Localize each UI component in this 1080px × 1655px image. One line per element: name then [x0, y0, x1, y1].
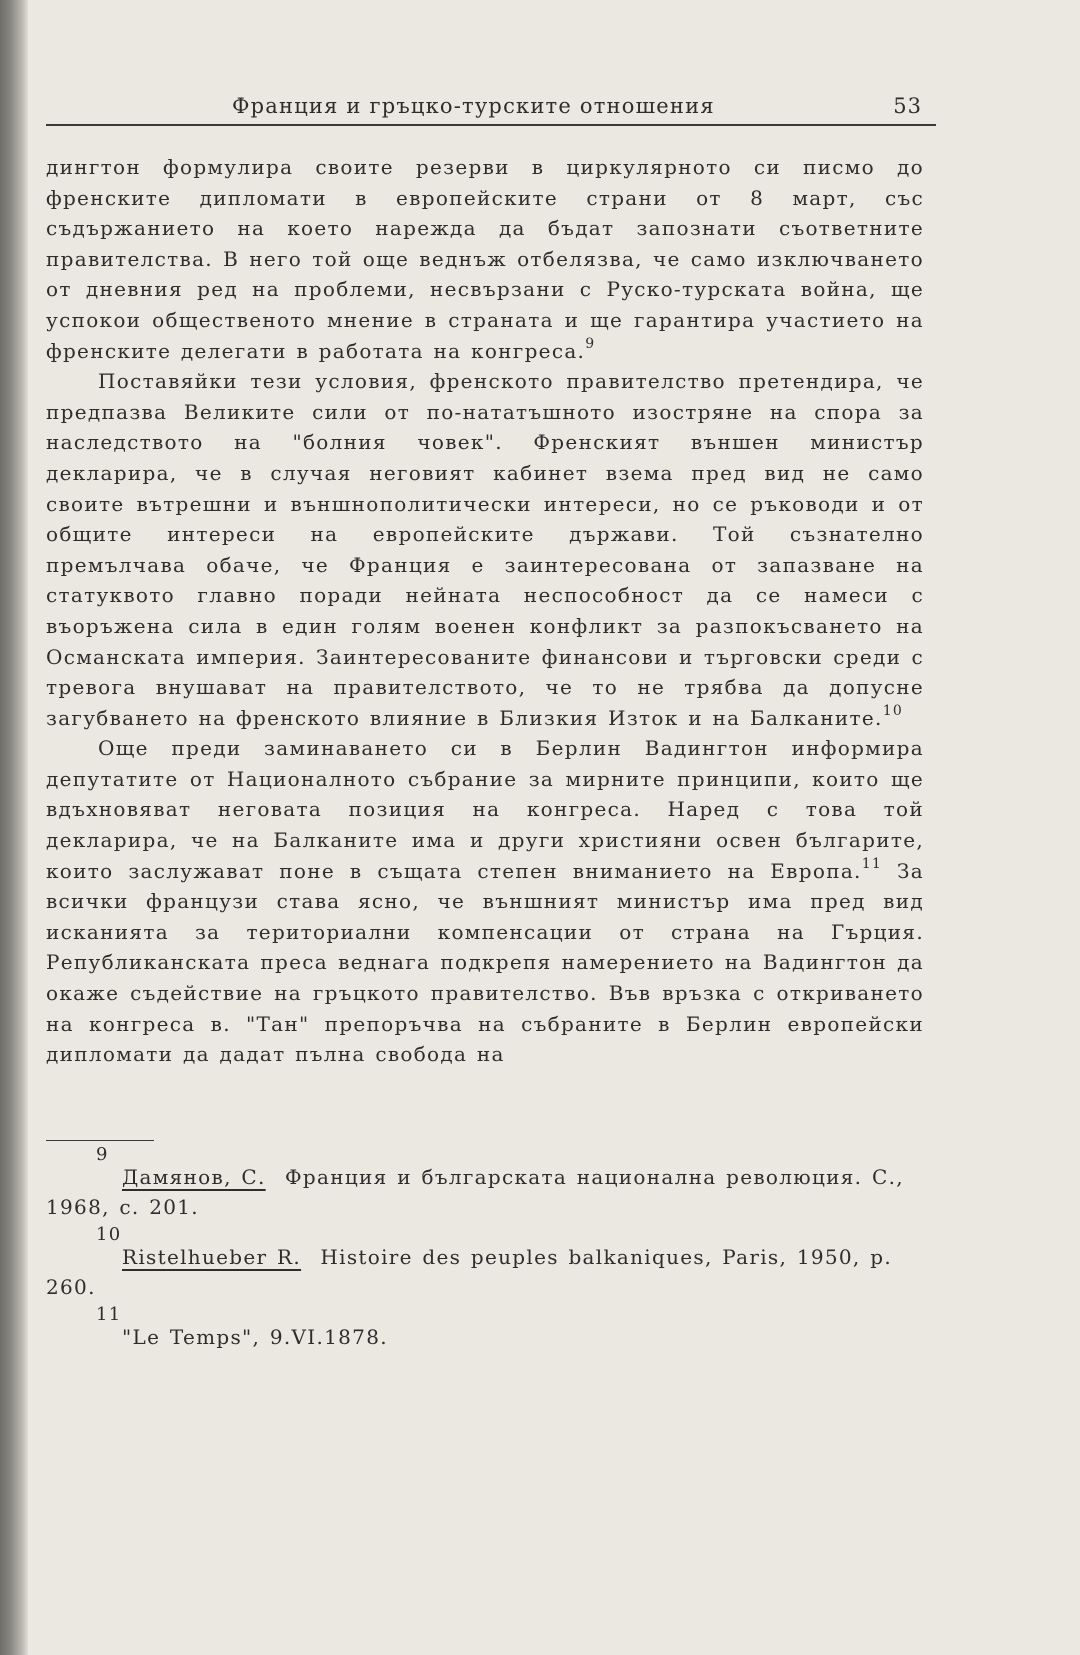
footnote-author: Дамянов, С.: [122, 1165, 266, 1189]
footnote-text: Histoire des peuples balkaniques, Paris, 1950, p. 260.: [46, 1245, 892, 1299]
paragraph: Поставяйки тези условия, френското правителство претендира, че предпазва Великите сили от по-нататъшното изостряне на спора за наследството на "болния човек". Френският външен министър декларира, че в случая неговият кабинет взема пред вид не само своите вътрешни и външнополитически интереси, но се ръководи и от общите интереси на европейските държави. Той съзнателно премълчава обаче, че Франция е заинтересована от запазване на статуквото главно поради нейната неспособност да се намеси с въоръжена сила в един голям военен конфликт за разпокъсването на Османската империя. Заинтересованите финансови и търговски среди с тревога внушават на правителството, че то не трябва да допусне загубването на френското влияние в Близкия Изток и на Балканите.$^{10}$: [46, 369, 924, 730]
running-header: [46, 88, 936, 126]
footnotes: [46, 1146, 924, 1356]
footnote-ref[interactable]: 11: [861, 855, 883, 872]
paragraph: Още преди заминаването си в Берлин Вадингтон информира депутатите от Националното събрание за мирните принципи, които ще вдъхновяват неговата позиция на конгреса. Наред с това той декларира, че на Балканите има и други християни освен българите, които заслужават поне в същата степен вниманието на Европа.$^{11}$ За всички французи става ясно, че външният министър има пред вид исканията за териториални компенсации от страна на Гърция. Републиканската преса веднага подкрепя намерението на Вадингтон да окаже съдействие на гръцкото правителство. Във връзка с откриването на конгреса в. "Тан" препоръчва на събраните в Берлин европейски дипломати да дадат пълна свобода на: [46, 736, 924, 1067]
running-title: Франция и гръцко-турските отношения: [232, 94, 715, 118]
footnote-author: Ristelhueber R.: [122, 1245, 302, 1269]
footnote: [46, 1226, 924, 1302]
body-text: [46, 152, 924, 1070]
page-number: 53: [893, 94, 922, 118]
footnote-text: "Le Temps", 9.VI.1878.: [122, 1325, 388, 1349]
footnote-number: 11: [96, 1304, 122, 1325]
footnote: [46, 1306, 924, 1352]
book-spine-shadow: [0, 0, 28, 1655]
paragraph: дингтон формулира своите резерви в циркулярното си писмо до френските дипломати в европейските страни от 8 март, със съдържанието на което нарежда да бъдат запознати съответните правителства. В него той още веднъж отбелязва, че само изключването от дневния ред на проблеми, несвързани с Руско-турската война, ще успокои общественото мнение в страната и ще гарантира участието на френските делегати в работата на конгреса.$^9$: [46, 155, 924, 363]
footnote-divider: [46, 1140, 154, 1141]
footnote-ref[interactable]: 9: [585, 335, 596, 352]
footnote-text: Франция и българската национална революция. С., 1968, с. 201.: [46, 1165, 904, 1219]
book-page: [46, 0, 936, 1655]
footnote: [46, 1146, 924, 1222]
footnote-number: 10: [96, 1224, 122, 1245]
footnote-number: 9: [96, 1144, 109, 1165]
footnote-ref[interactable]: 10: [882, 702, 904, 719]
